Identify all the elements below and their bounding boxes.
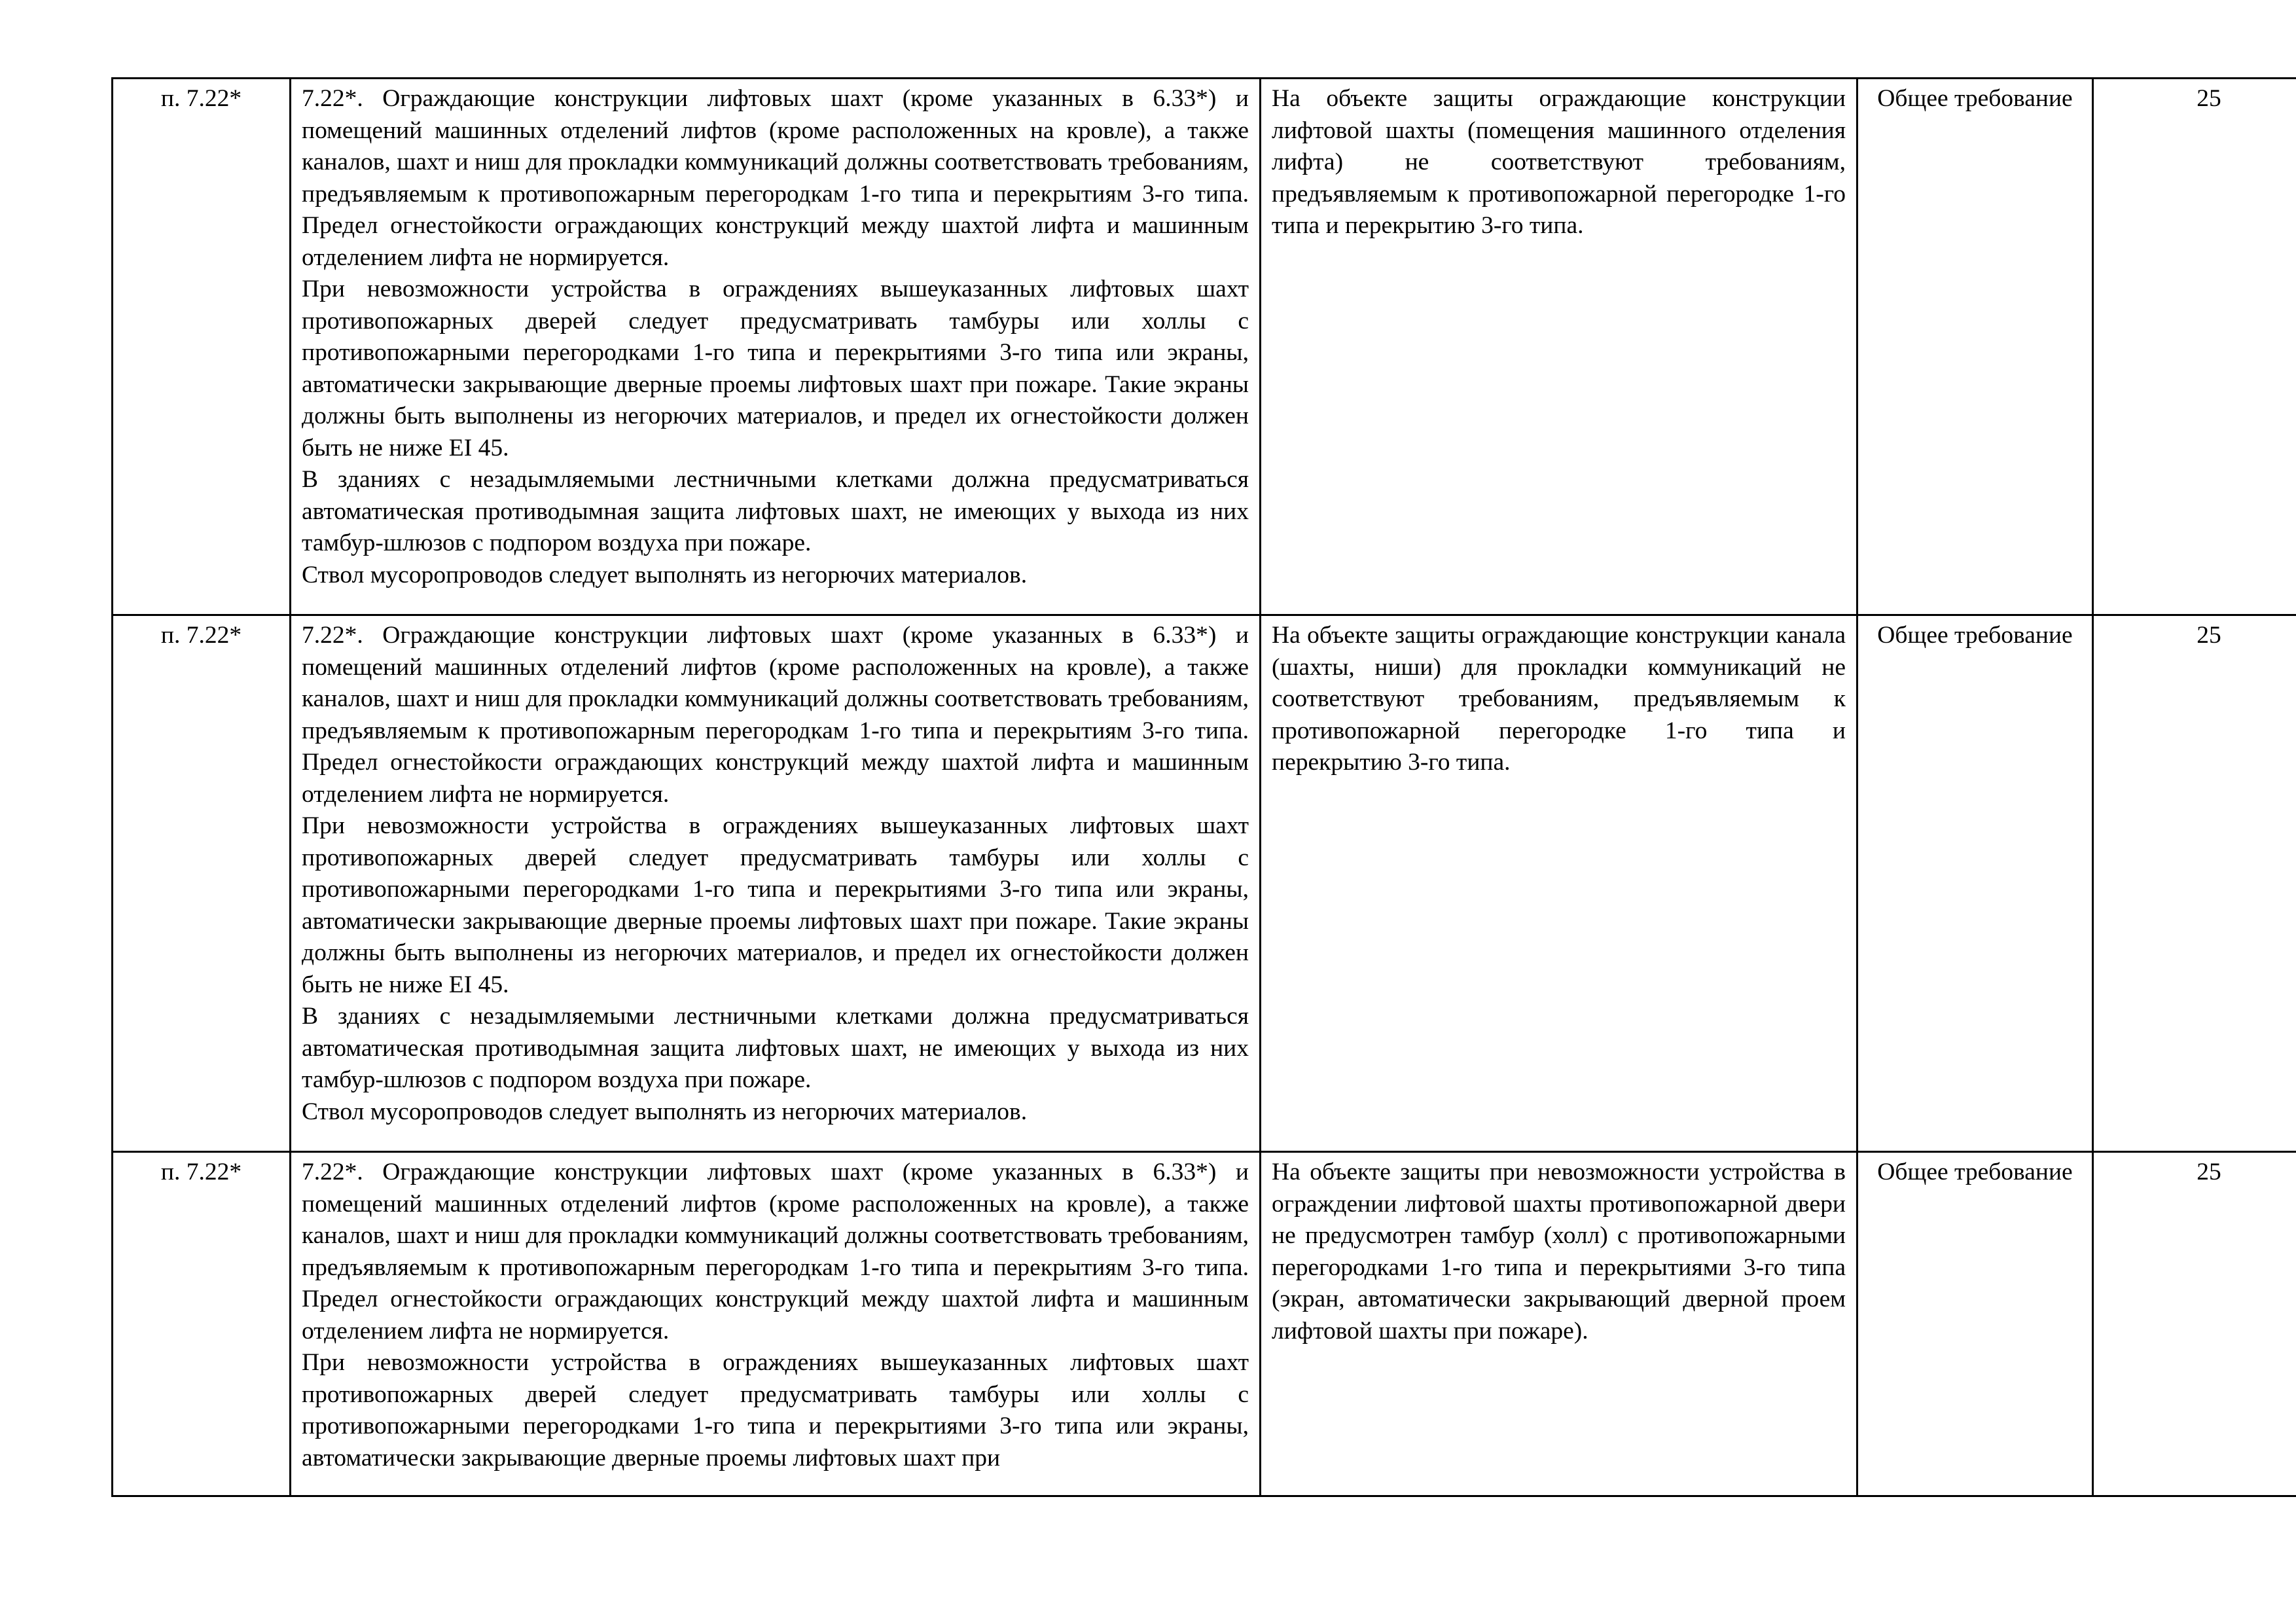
norm-text-cell bbox=[291, 79, 1261, 615]
requirements-table bbox=[111, 77, 2296, 1497]
norm-paragraph: 7.22*. Ограждающие конструкции лифтовых шахт (кроме указанных в 6.33*) и помещений машинных отделений лифтов (кроме расположенных на кровле), а также каналов, шахт и ниш для прокладки коммуникаций должны соответствовать требованиям, предъявляемым к противопожарным перегородкам 1-го типа и перекрытиям 3-го типа. Предел огнестойкости ограждающих конструкций между шахтой лифта и машинным отделением лифта не нормируется. bbox=[302, 1159, 1249, 1344]
norm-paragraph: Ствол мусоропроводов следует выполнять из негорючих материалов. bbox=[302, 1098, 1028, 1125]
table-row bbox=[113, 79, 2296, 615]
norm-text-clip bbox=[302, 1157, 1249, 1474]
norm-paragraph: При невозможности устройства в ограждениях вышеуказанных лифтовых шахт противопожарных дверей следует предусматривать тамбуры или холлы с противопожарными перегородками 1-го типа и перекрытиями 3-го типа или экраны, автоматически закрывающие дверные проемы лифтовых шахт при пожаре. Такие экраны должны быть выполнены из негорючих материалов, и предел их огнестойкости должен быть не ниже EI 45. bbox=[302, 812, 1249, 998]
violation-cell bbox=[1261, 615, 1857, 1152]
norm-text-cell bbox=[291, 615, 1261, 1152]
norm-paragraph: В зданиях с незадымляемыми лестничными клетками должна предусматриваться автоматическая противодымная защита лифтовых шахт, не имеющих у выхода из них тамбур-шлюзов с подпором воздуха при пожаре. bbox=[302, 466, 1249, 556]
table-row bbox=[113, 615, 2296, 1152]
code-cell: 25 bbox=[2093, 1152, 2296, 1496]
violation-cell bbox=[1261, 1152, 1857, 1496]
table-row bbox=[113, 1152, 2296, 1496]
violation-cell bbox=[1261, 79, 1857, 615]
norm-paragraph: При невозможности устройства в ограждениях вышеуказанных лифтовых шахт противопожарных дверей следует предусматривать тамбуры или холлы с противопожарными перегородками 1-го типа и перекрытиями 3-го типа или экраны, автоматически закрывающие дверные проемы лифтовых шахт при пожаре. Такие экраны должны быть выполнены из негорючих материалов, и предел их огнестойкости должен быть не ниже EI 45. bbox=[302, 276, 1249, 461]
code-cell: 25 bbox=[2093, 79, 2296, 615]
clause-cell: п. 7.22* bbox=[113, 1152, 291, 1496]
norm-paragraph: В зданиях с незадымляемыми лестничными клетками должна предусматриваться автоматическая противодымная защита лифтовых шахт, не имеющих у выхода из них тамбур-шлюзов с подпором воздуха при пожаре. bbox=[302, 1003, 1249, 1093]
requirement-type-cell: Общее требование bbox=[1857, 1152, 2093, 1496]
norm-paragraph: 7.22*. Ограждающие конструкции лифтовых шахт (кроме указанных в 6.33*) и помещений машинных отделений лифтов (кроме расположенных на кровле), а также каналов, шахт и ниш для прокладки коммуникаций должны соответствовать требованиям, предъявляемым к противопожарным перегородкам 1-го типа и перекрытиям 3-го типа. Предел огнестойкости ограждающих конструкций между шахтой лифта и машинным отделением лифта не нормируется. bbox=[302, 85, 1249, 271]
violation-text: На объекте защиты ограждающие конструкции лифтовой шахты (помещения машинного отделения лифта) не соответствуют требованиям, предъявляемым к противопожарной перегородке 1-го типа и перекрытию 3-го типа. bbox=[1272, 85, 1846, 239]
violation-text: На объекте защиты ограждающие конструкции канала (шахты, ниши) для прокладки коммуникаций не соответствуют требованиям, предъявляемым к противопожарной перегородке 1-го типа и перекрытию 3-го типа. bbox=[1272, 622, 1846, 776]
norm-paragraph: 7.22*. Ограждающие конструкции лифтовых шахт (кроме указанных в 6.33*) и помещений машинных отделений лифтов (кроме расположенных на кровле), а также каналов, шахт и ниш для прокладки коммуникаций должны соответствовать требованиям, предъявляемым к противопожарным перегородкам 1-го типа и перекрытиям 3-го типа. Предел огнестойкости ограждающих конструкций между шахтой лифта и машинным отделением лифта не нормируется. bbox=[302, 622, 1249, 808]
norm-paragraph: Ствол мусоропроводов следует выполнять из негорючих материалов. bbox=[302, 561, 1028, 588]
violation-text: На объекте защиты при невозможности устройства в ограждении лифтовой шахты противопожарной двери не предусмотрен тамбур (холл) с противопожарными перегородками 1-го типа и перекрытиями 3-го типа (экран, автоматически закрывающий дверной проем лифтовой шахты при пожаре). bbox=[1272, 1159, 1846, 1344]
clause-cell: п. 7.22* bbox=[113, 79, 291, 615]
requirement-type-cell: Общее требование bbox=[1857, 79, 2093, 615]
norm-paragraph: При невозможности устройства в ограждениях вышеуказанных лифтовых шахт противопожарных дверей следует предусматривать тамбуры или холлы с противопожарными перегородками 1-го типа и перекрытиями 3-го типа или экраны, автоматически закрывающие дверные проемы лифтовых шахт при bbox=[302, 1349, 1249, 1471]
requirement-type-cell: Общее требование bbox=[1857, 615, 2093, 1152]
code-cell: 25 bbox=[2093, 615, 2296, 1152]
clause-cell: п. 7.22* bbox=[113, 615, 291, 1152]
norm-text-cell bbox=[291, 1152, 1261, 1496]
